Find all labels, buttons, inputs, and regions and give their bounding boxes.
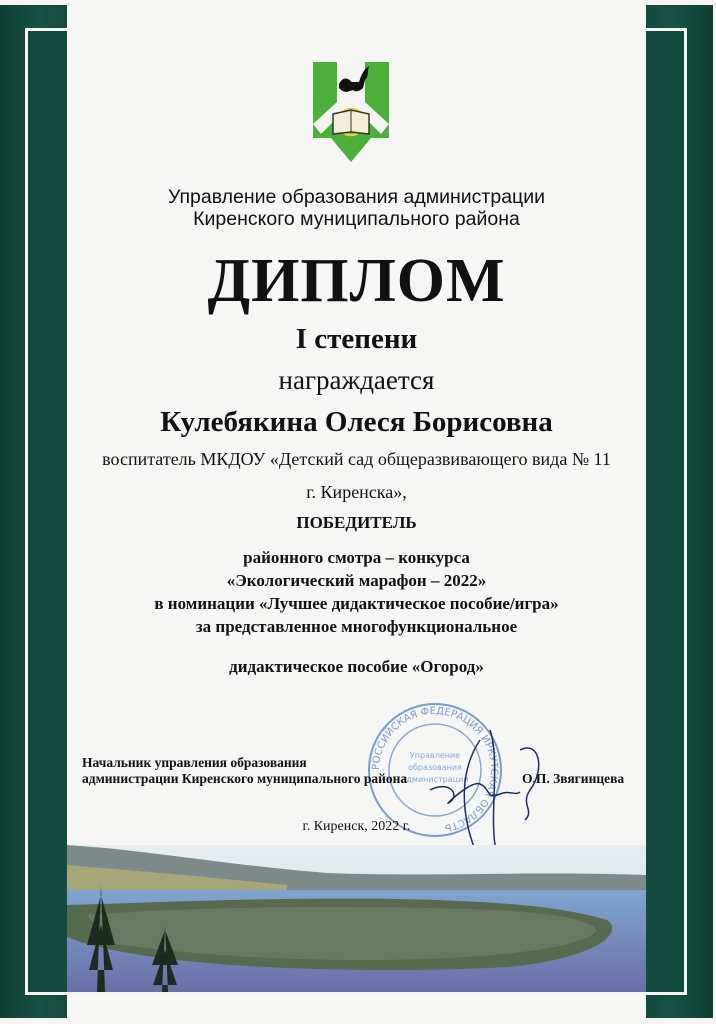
contest-last-line: дидактическое пособие «Огород» [229, 657, 484, 676]
signatory-title-line-1: Начальник управления образования [82, 755, 307, 770]
contest-description [67, 547, 646, 639]
signatory-title [82, 755, 407, 787]
recipient-position-line-2: г. Киренска», [306, 482, 407, 502]
coat-of-arms-icon [313, 62, 389, 162]
diploma-title: ДИПЛОМ [207, 247, 506, 315]
frame-line-right [684, 28, 687, 995]
recipient-name: Кулебякина Олеся Борисовна [160, 406, 553, 438]
right-frame-inner [646, 31, 684, 992]
kirensk-landscape-photo [67, 845, 646, 992]
left-frame-inner [28, 31, 67, 992]
diploma-degree: I степени [295, 323, 418, 355]
awarded-text: награждается [278, 365, 435, 395]
organization-name [67, 186, 646, 230]
contest-line: в номинации «Лучшее дидактическое пособие/игра» [154, 594, 559, 613]
svg-text:администрации: администрации [401, 775, 469, 784]
organization-line-1: Управление образования администрации [167, 186, 545, 208]
svg-text:РОССИЙСКАЯ ФЕДЕРАЦИЯ ИРКУТСКАЯ: РОССИЙСКАЯ ФЕДЕРАЦИЯ ИРКУТСКАЯ ОБЛАСТЬ [370, 705, 500, 834]
contest-line: «Экологический марафон – 2022» [226, 571, 487, 590]
svg-text:образования: образования [408, 763, 462, 772]
signatory-name: О.П. Звягинцева [522, 771, 625, 786]
organization-line-2: Киренского муниципального района [193, 208, 520, 230]
place-and-date: г. Киренск, 2022 г. [302, 819, 411, 834]
signature-icon [420, 720, 550, 860]
contest-line: районного смотра – конкурса [243, 548, 470, 567]
contest-line: за представленное многофункциональное [195, 617, 518, 636]
recipient-position-line-1: воспитатель МКДОУ «Детский сад общеразвивающего вида № 11 [102, 449, 611, 469]
winner-label: ПОБЕДИТЕЛЬ [296, 513, 417, 532]
signatory-title-line-2: администрации Киренского муниципального района [82, 771, 408, 786]
svg-text:Управление: Управление [409, 751, 461, 760]
frame-line-bottom [25, 992, 687, 995]
